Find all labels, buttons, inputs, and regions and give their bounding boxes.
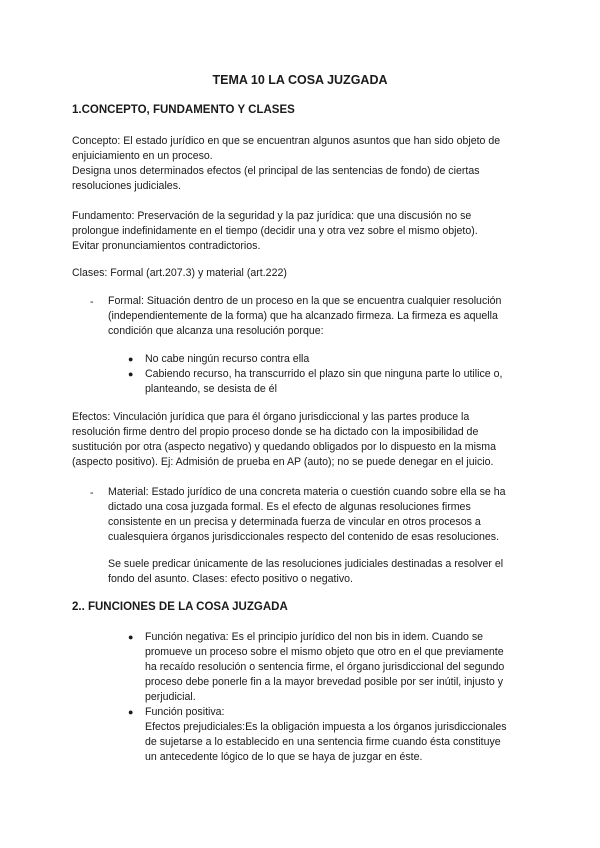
text-line: fondo del asunto. Clases: efecto positivo o negativo. — [108, 573, 353, 585]
concepto-paragraph — [72, 134, 532, 194]
section-1-heading: 1.CONCEPTO, FUNDAMENTO Y CLASES — [72, 104, 295, 116]
clases-paragraph — [72, 266, 532, 281]
bullet-icon: ● — [128, 632, 134, 642]
text-line: Efectos prejudiciales:Es la obligación impuesta a los órganos jurisdiccionales — [145, 721, 507, 733]
list-item — [145, 352, 545, 367]
text-line: Efectos: Vinculación jurídica que para él órgano jurisdiccional y las partes produce la — [72, 411, 470, 423]
text-line: Cabiendo recurso, ha transcurrido el plazo sin que ninguna parte lo utilice o, — [145, 368, 503, 380]
text-line: consistente en un precisa y determinada fuerza de vincular en otros procesos a — [108, 516, 481, 528]
text-line: Se suele predicar únicamente de las resoluciones judiciales destinadas a resolver el — [108, 558, 504, 570]
fundamento-paragraph — [72, 209, 532, 254]
text-line: enjuiciamiento en un proceso. — [72, 150, 213, 162]
page-title: TEMA 10 LA COSA JUZGADA — [212, 73, 388, 87]
text-line: resoluciones judiciales. — [72, 180, 181, 192]
dash-bullet: - — [90, 296, 94, 308]
text-line: prolongue indefinidamente en el tiempo (decidir una y otra vez sobre el mismo objeto). — [72, 225, 478, 237]
text-line: No cabe ningún recurso contra ella — [145, 353, 310, 365]
text-line: condición que alcanza una resolución porque: — [108, 325, 324, 337]
text-line: Concepto: El estado jurídico en que se encuentran algunos asuntos que han sido objeto de — [72, 135, 501, 147]
bullet-icon: ● — [128, 354, 134, 364]
list-item — [145, 630, 545, 705]
text-line: de sujetarse a lo establecido en una sentencia firme cuando ésta constituye — [145, 736, 501, 748]
text-line: Evitar pronunciamientos contradictorios. — [72, 240, 261, 252]
text-line: (aspecto positivo). Ej: Admisión de prueba en AP (auto); no se puede denegar en el juicio. — [72, 456, 494, 468]
text-line: Función positiva: — [145, 706, 225, 718]
material-paragraph — [108, 485, 538, 545]
text-line: Formal: Situación dentro de un proceso en la que se encuentra cualquier resolución — [108, 295, 502, 307]
text-line: ha recaído resolución o sentencia firme, el órgano jurisdiccional del segundo — [145, 661, 505, 673]
text-line: resolución firme dentro del propio proceso donde se ha dictado con la imposibilidad de — [72, 426, 479, 438]
text-line: perjudicial. — [145, 691, 196, 703]
text-line: cualesquiera órganos jurisdiccionales respecto del contenido de esas resoluciones. — [108, 531, 500, 543]
list-item — [145, 705, 545, 765]
text-line: Fundamento: Preservación de la seguridad y la paz jurídica: que una discusión no se — [72, 210, 472, 222]
section-2-heading: 2.. FUNCIONES DE LA COSA JUZGADA — [72, 601, 288, 613]
text-line: sustitución por otra (aspecto negativo) y quedando obligados por lo dispuesto en la misma — [72, 441, 497, 453]
text-line: Clases: Formal (art.207.3) y material (art.222) — [72, 267, 287, 279]
formal-paragraph — [108, 294, 538, 339]
text-line: proceso debe ponerle fin a la mayor brevedad posible por ser inútil, injusto y — [145, 676, 504, 688]
text-line: promueve un proceso sobre el mismo objeto que otro en el que previamente — [145, 646, 504, 658]
dash-bullet: - — [90, 487, 94, 499]
efectos-paragraph — [72, 410, 532, 470]
bullet-icon: ● — [128, 369, 134, 379]
bullet-icon: ● — [128, 707, 134, 717]
text-line: Designa unos determinados efectos (el principal de las sentencias de fondo) de ciertas — [72, 165, 480, 177]
text-line: Material: Estado jurídico de una concreta materia o cuestión cuando sobre ella se ha — [108, 486, 506, 498]
material-note-paragraph — [108, 557, 538, 587]
list-item — [145, 367, 545, 397]
text-line: Función negativa: Es el principio jurídico del non bis in idem. Cuando se — [145, 631, 484, 643]
text-line: dictado una cosa juzgada formal. Es el efecto de algunas resoluciones firmes — [108, 501, 471, 513]
text-line: un antecedente lógico de lo que se haya de juzgar en éste. — [145, 751, 423, 763]
text-line: planteando, se desista de él — [145, 383, 277, 395]
text-line: (independientemente de la forma) que ha alcanzado firmeza. La firmeza es aquella — [108, 310, 498, 322]
